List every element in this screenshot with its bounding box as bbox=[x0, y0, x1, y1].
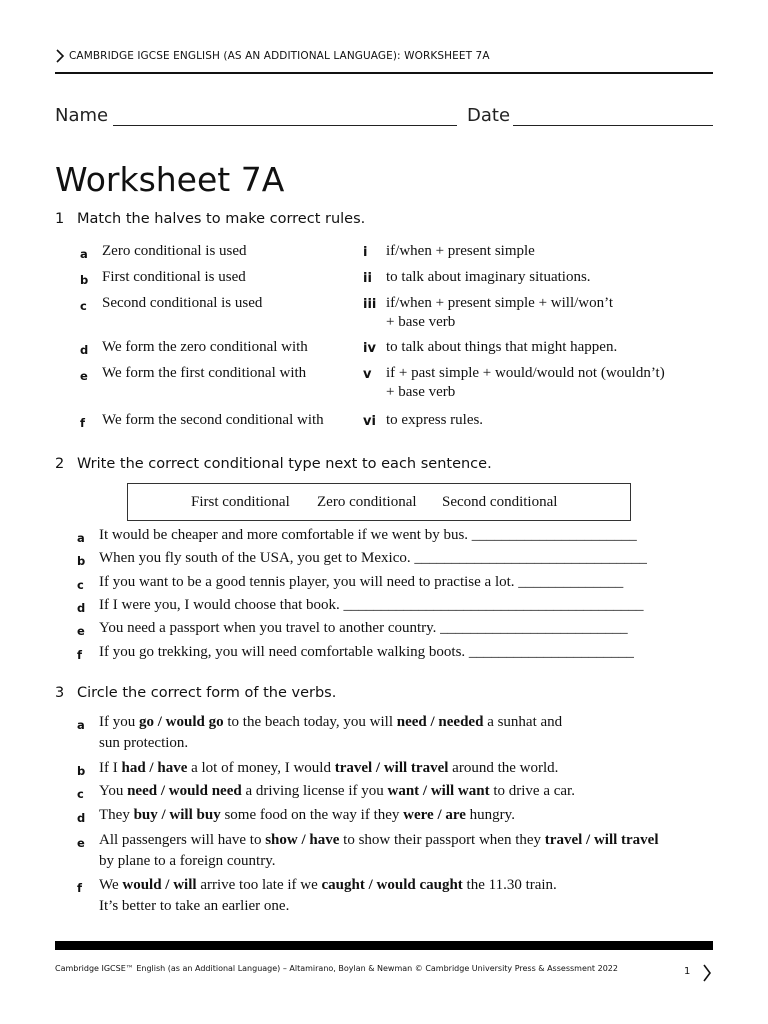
question-number: 1 bbox=[55, 211, 65, 227]
item-letter: d bbox=[80, 343, 89, 357]
sentence bbox=[99, 877, 557, 894]
sentence-text: They bbox=[99, 807, 134, 823]
question-instruction: Match the halves to make correct rules. bbox=[77, 211, 366, 227]
item-letter: b bbox=[80, 273, 89, 287]
item-letter: d bbox=[77, 601, 86, 615]
verb-choice[interactable]: need / needed bbox=[396, 714, 484, 730]
sentence bbox=[99, 832, 659, 849]
question-1-heading bbox=[55, 211, 365, 227]
sentence bbox=[99, 807, 515, 824]
sentence-text: arrive too late if we bbox=[196, 877, 322, 893]
verb-choice[interactable]: need / would need bbox=[127, 783, 242, 799]
verb-choice[interactable]: would / will bbox=[122, 877, 197, 893]
item-numeral: v bbox=[363, 367, 372, 382]
page-number: 1 bbox=[684, 966, 691, 977]
item-numeral: iii bbox=[363, 297, 377, 312]
word-box-option: First conditional bbox=[191, 494, 290, 510]
item-letter: c bbox=[77, 787, 84, 801]
rule-start: We form the first conditional with bbox=[102, 365, 307, 381]
question-number: 2 bbox=[55, 456, 65, 472]
sentence-text: We bbox=[99, 877, 123, 893]
item-letter: f bbox=[77, 648, 83, 662]
word-box-option: Zero conditional bbox=[317, 494, 417, 510]
item-letter: b bbox=[77, 764, 86, 778]
item-letter: b bbox=[77, 554, 86, 568]
sentence: If you go trekking, you will need comfortable walking boots. ______________________ bbox=[99, 644, 634, 660]
item-numeral: ii bbox=[363, 271, 372, 286]
sentence: It would be cheaper and more comfortable if we went by bus. ______________________ bbox=[99, 527, 637, 543]
word-box-option: Second conditional bbox=[442, 494, 558, 510]
running-header: CAMBRIDGE IGCSE ENGLISH (AS AN ADDITIONAL LANGUAGE): WORKSHEET 7A bbox=[69, 50, 490, 62]
sentence-text: to the beach today, you will bbox=[223, 714, 397, 730]
header-rule bbox=[55, 72, 713, 74]
sentence: If I were you, I would choose that book. ________________________________________ bbox=[99, 597, 644, 613]
item-letter: e bbox=[80, 369, 88, 383]
sentence-text: around the world. bbox=[448, 760, 559, 776]
verb-choice[interactable]: want / will want bbox=[387, 783, 490, 799]
sentence-continued: by plane to a foreign country. bbox=[99, 853, 276, 869]
item-letter: d bbox=[77, 811, 86, 825]
chevron-right-icon bbox=[55, 49, 65, 63]
item-letter: f bbox=[77, 881, 83, 895]
sentence-continued: sun protection. bbox=[99, 735, 189, 751]
sentence-text: to drive a car. bbox=[489, 783, 575, 799]
date-field[interactable] bbox=[513, 125, 713, 126]
page-title: Worksheet 7A bbox=[55, 160, 285, 199]
sentence-text: a driving license if you bbox=[241, 783, 388, 799]
verb-choice[interactable]: buy / will buy bbox=[133, 807, 221, 823]
question-instruction: Write the correct conditional type next to each sentence. bbox=[77, 456, 492, 472]
sentence bbox=[99, 783, 575, 800]
verb-choice[interactable]: were / are bbox=[403, 807, 466, 823]
sentence bbox=[99, 714, 562, 731]
rule-end: to express rules. bbox=[386, 412, 484, 428]
sentence-text: some food on the way if they bbox=[220, 807, 404, 823]
rule-start: Zero conditional is used bbox=[102, 243, 247, 259]
rule-end-continued: + base verb bbox=[386, 384, 456, 400]
sentence-text: to show their passport when they bbox=[339, 832, 545, 848]
item-letter: a bbox=[77, 531, 85, 545]
date-label: Date bbox=[467, 105, 511, 126]
footer-rule bbox=[55, 941, 713, 950]
sentence-continued: It’s better to take an earlier one. bbox=[99, 898, 290, 914]
rule-end: if/when + present simple + will/won’t bbox=[386, 295, 614, 311]
name-label: Name bbox=[55, 105, 109, 126]
sentence-text: a lot of money, I would bbox=[187, 760, 335, 776]
sentence-text: If you bbox=[99, 714, 139, 730]
rule-end-continued: + base verb bbox=[386, 314, 456, 330]
item-letter: c bbox=[80, 299, 87, 313]
question-number: 3 bbox=[55, 685, 65, 701]
rule-start: We form the zero conditional with bbox=[102, 339, 308, 355]
rule-start: We form the second conditional with bbox=[102, 412, 324, 428]
question-2-heading bbox=[55, 456, 492, 472]
item-letter: c bbox=[77, 578, 84, 592]
sentence bbox=[99, 760, 558, 777]
verb-choice[interactable]: go / would go bbox=[139, 714, 224, 730]
sentence-text: If I bbox=[99, 760, 122, 776]
sentence-text: the 11.30 train. bbox=[462, 877, 557, 893]
verb-choice[interactable]: caught / would caught bbox=[321, 877, 463, 893]
footer-credit: Cambridge IGCSE™ English (as an Additional Language) – Altamirano, Boylan & Newman © Cambridge University Press & Assessment 2022 bbox=[55, 964, 618, 973]
item-letter: f bbox=[80, 416, 86, 430]
sentence: When you fly south of the USA, you get to Mexico. _______________________________ bbox=[99, 550, 647, 566]
word-box bbox=[127, 483, 631, 521]
verb-choice[interactable]: show / have bbox=[265, 832, 340, 848]
item-letter: a bbox=[80, 247, 88, 261]
rule-end: to talk about things that might happen. bbox=[386, 339, 618, 355]
sentence: If you want to be a good tennis player, you will need to practise a lot. ______________ bbox=[99, 574, 624, 590]
item-letter: a bbox=[77, 718, 85, 732]
name-field[interactable] bbox=[113, 125, 457, 126]
verb-choice[interactable]: travel / will travel bbox=[544, 832, 659, 848]
rule-end: if + past simple + would/would not (wouldn’t) bbox=[386, 365, 665, 381]
sentence-text: a sunhat and bbox=[483, 714, 563, 730]
sentence-text: hungry. bbox=[465, 807, 515, 823]
item-numeral: vi bbox=[363, 414, 376, 429]
sentence-text: You bbox=[99, 783, 128, 799]
question-3-heading bbox=[55, 685, 336, 701]
item-letter: e bbox=[77, 836, 85, 850]
item-numeral: i bbox=[363, 245, 368, 260]
rule-end: if/when + present simple bbox=[386, 243, 535, 259]
sentence-text: All passengers will have to bbox=[99, 832, 266, 848]
rule-start: First conditional is used bbox=[102, 269, 246, 285]
question-instruction: Circle the correct form of the verbs. bbox=[77, 685, 337, 701]
rule-start: Second conditional is used bbox=[102, 295, 263, 311]
rule-end: to talk about imaginary situations. bbox=[386, 269, 591, 285]
sentence: You need a passport when you travel to another country. _________________________ bbox=[99, 620, 628, 636]
next-page-icon[interactable] bbox=[702, 964, 712, 982]
verb-choice[interactable]: had / have bbox=[121, 760, 188, 776]
item-letter: e bbox=[77, 624, 85, 638]
item-numeral: iv bbox=[363, 341, 376, 356]
verb-choice[interactable]: travel / will travel bbox=[334, 760, 449, 776]
